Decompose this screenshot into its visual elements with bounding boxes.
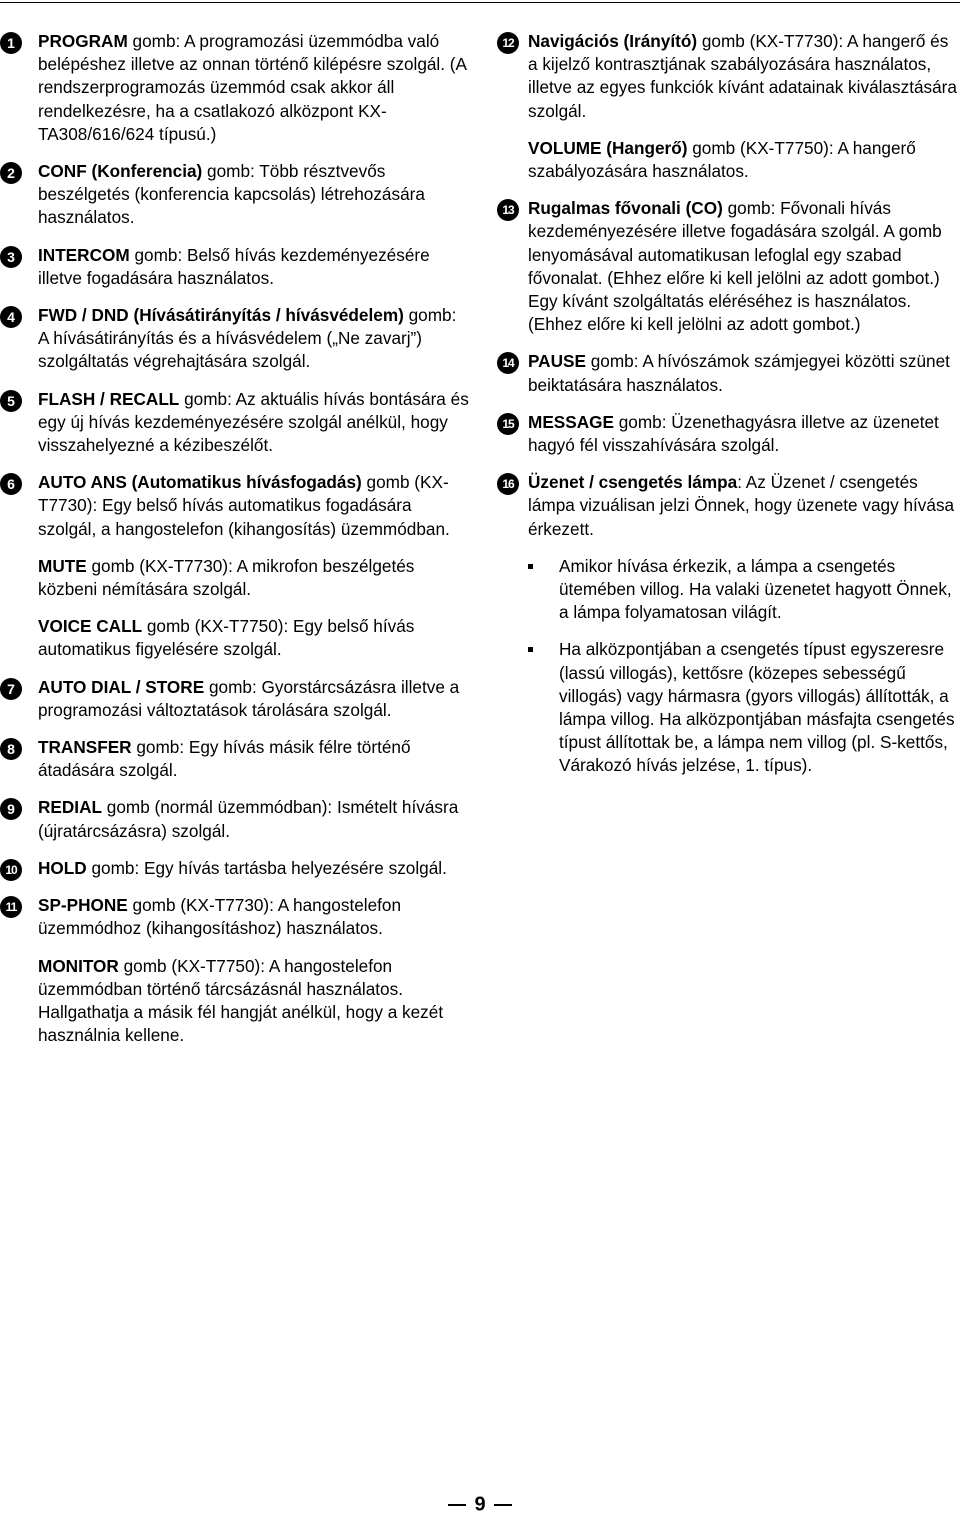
right-entry xyxy=(497,137,957,183)
button-name: Rugalmas fővonali (CO) xyxy=(528,198,723,219)
button-description: : Az Üzenet / csengetés lámpa vizuálisan jelzi Önnek, hogy üzenete vagy hívása érkezett. xyxy=(528,472,955,539)
left-entry xyxy=(0,388,470,458)
callout-number-badge: 3 xyxy=(0,246,22,268)
button-name: VOLUME (Hangerő) xyxy=(528,137,688,158)
callout-number-badge: 8 xyxy=(0,738,22,760)
left-column xyxy=(0,30,470,1047)
left-entry xyxy=(0,736,470,782)
square-bullet-icon xyxy=(528,564,533,569)
top-rule xyxy=(0,2,960,3)
button-description: gomb (normál üzemmódban): Ismételt hívásra (újratárcsázásra) szolgál. xyxy=(38,797,459,841)
button-description: gomb (KX-T7730): A hangostelefon üzemmódhoz (kihangosításhoz) használatos. xyxy=(38,895,402,939)
callout-number-badge: 12 xyxy=(497,32,519,54)
callout-number-badge: 9 xyxy=(0,798,22,820)
button-name: PROGRAM xyxy=(38,31,128,51)
button-description: gomb (KX-T7730): A hangerő és a kijelző kontrasztjának szabályozására használatos, illetve az egyes funkciók kívánt adatainak kiválasztására szolgál. xyxy=(528,31,957,121)
button-description: gomb: Gyorstárcsázásra illetve a programozási változtatások tárolására szolgál. xyxy=(38,676,460,720)
left-entry xyxy=(0,676,470,722)
callout-number-badge: 13 xyxy=(497,199,519,221)
button-description: gomb (KX-T7750): Egy belső hívás automatikus figyelésére szolgál. xyxy=(38,616,415,660)
left-entry xyxy=(0,894,470,940)
left-entry xyxy=(0,615,470,661)
bullet-text: Ha alközpontjában a csengetés típust egyszeresre (lassú villogás), kettősre (közepes sebességű villogás) vagy hármasra (gyors villogás) állították, a lámpa villog. Ha alközpontjában másfajta csengetés típust állítottak be, a lámpa nem villog (pl. S-kettős, Várakozó hívás jelzése, 1. típus). xyxy=(559,639,955,776)
page-number-value: 9 xyxy=(474,1493,486,1516)
button-description: gomb (KX-T7750): A hangostelefon üzemmódban történő tárcsázásnál használatos. Hallgathatja a másik fél hangját anélkül, hogy a kezét használnia kellene. xyxy=(38,955,444,1046)
button-description: gomb: Belső hívás kezdeményezésére illetve fogadására használatos. xyxy=(38,244,430,288)
callout-number-badge: 14 xyxy=(497,352,519,374)
button-name: REDIAL xyxy=(38,797,102,818)
button-description: gomb (KX-T7730): A mikrofon beszélgetés közbeni némítására szolgál. xyxy=(38,555,415,600)
button-name: INTERCOM xyxy=(38,244,130,265)
button-name: FWD / DND (Hívásátirányítás / hívásvédelem) xyxy=(38,305,404,326)
button-description: gomb (KX-T7750): A hangerő szabályozására használatos. xyxy=(528,137,916,182)
left-entry xyxy=(0,244,470,290)
callout-number-badge: 1 xyxy=(0,32,22,54)
button-description: gomb: Fővonali hívás kezdeményezésére illetve fogadására szolgál. A gomb lenyomásával automatikusan lefoglal egy szabad fővonalat. (Ehhez előre ki kell jelölni az adott gombot.) Egy kívánt szolgáltatás eléréséhez is használatos. (Ehhez előre ki kell jelölni az adott gombot.) xyxy=(528,198,942,335)
right-entry xyxy=(497,197,957,336)
bullet-item xyxy=(528,638,957,777)
callout-number-badge: 5 xyxy=(0,390,22,412)
page-number xyxy=(0,1491,960,1518)
button-name: AUTO DIAL / STORE xyxy=(38,676,205,697)
button-name: CONF (Konferencia) xyxy=(38,161,203,182)
callout-number-badge: 6 xyxy=(0,473,22,495)
right-entry xyxy=(497,30,957,123)
right-entry xyxy=(497,411,957,457)
button-description: gomb: Üzenethagyásra illetve az üzenetet hagyó fél visszahívására szolgál. xyxy=(528,411,939,456)
right-entry xyxy=(497,471,957,541)
page-number-dash-right xyxy=(494,1504,512,1506)
button-description: gomb: Egy hívás tartásba helyezésére szolgál. xyxy=(86,857,447,878)
left-entry xyxy=(0,304,470,374)
button-description: gomb: Egy hívás másik félre történő átadására szolgál. xyxy=(38,737,411,781)
button-description: gomb: Több résztvevős beszélgetés (konferencia kapcsolás) létrehozására használatos. xyxy=(38,161,425,228)
left-entry xyxy=(0,857,470,880)
callout-number-badge: 11 xyxy=(0,896,22,918)
button-name: Navigációs (Irányító) xyxy=(528,31,698,51)
square-bullet-icon xyxy=(528,647,533,652)
callout-number-badge: 4 xyxy=(0,306,22,328)
button-name: Üzenet / csengetés lámpa xyxy=(528,472,738,493)
button-name: AUTO ANS (Automatikus hívásfogadás) xyxy=(38,472,362,493)
button-name: VOICE CALL xyxy=(38,616,143,637)
lamp-bullet-list xyxy=(497,555,957,778)
button-description: gomb (KX-T7730): Egy belső hívás automatikus fogadására szolgál, a hangostelefon (kihangosítás) üzemmódban. xyxy=(38,472,450,539)
button-name: SP-PHONE xyxy=(38,895,128,916)
button-name: MESSAGE xyxy=(528,411,614,432)
button-name: PAUSE xyxy=(528,351,586,372)
button-name: TRANSFER xyxy=(38,737,132,758)
button-description: gomb: Az aktuális hívás bontására és egy új hívás kezdeményezésére szolgál anélkül, hogy visszahelyezné a kézibeszélőt. xyxy=(38,388,469,456)
callout-number-badge: 10 xyxy=(0,859,22,881)
button-description: gomb: A hívásátirányítás és a hívásvédelem („Ne zavarj”) szolgáltatás végrehajtására szolgál. xyxy=(38,305,457,372)
left-entry xyxy=(0,30,470,146)
bullet-item xyxy=(528,555,957,625)
callout-number-badge: 7 xyxy=(0,678,22,700)
left-entry xyxy=(0,796,470,842)
button-name: FLASH / RECALL xyxy=(38,388,180,409)
left-entry xyxy=(0,555,470,601)
button-description: gomb: A hívószámok számjegyei közötti szünet beiktatására használatos. xyxy=(528,351,950,395)
right-column xyxy=(497,30,957,778)
button-name: MUTE xyxy=(38,555,87,576)
button-description: gomb: A programozási üzemmódba való belépéshez illetve az onnan történő kilépésre szolgál. (A rendszerprogramozás üzemmód csak akkor áll rendelkezésre, ha a csatlakozó alközpont KX-TA308/616/624 típusú.) xyxy=(38,31,467,144)
left-entry xyxy=(0,160,470,230)
right-entry xyxy=(497,350,957,396)
left-entry xyxy=(0,471,470,541)
callout-number-badge: 16 xyxy=(497,473,519,495)
callout-number-badge: 2 xyxy=(0,162,22,184)
callout-number-badge: 15 xyxy=(497,413,519,435)
left-entry xyxy=(0,955,470,1048)
page-number-dash-left xyxy=(448,1504,466,1506)
button-name: MONITOR xyxy=(38,955,119,976)
bullet-text: Amikor hívása érkezik, a lámpa a csengetés ütemében villog. Ha valaki üzenetet hagyott Önnek, a lámpa folyamatosan világít. xyxy=(559,555,952,623)
button-name: HOLD xyxy=(38,857,87,878)
